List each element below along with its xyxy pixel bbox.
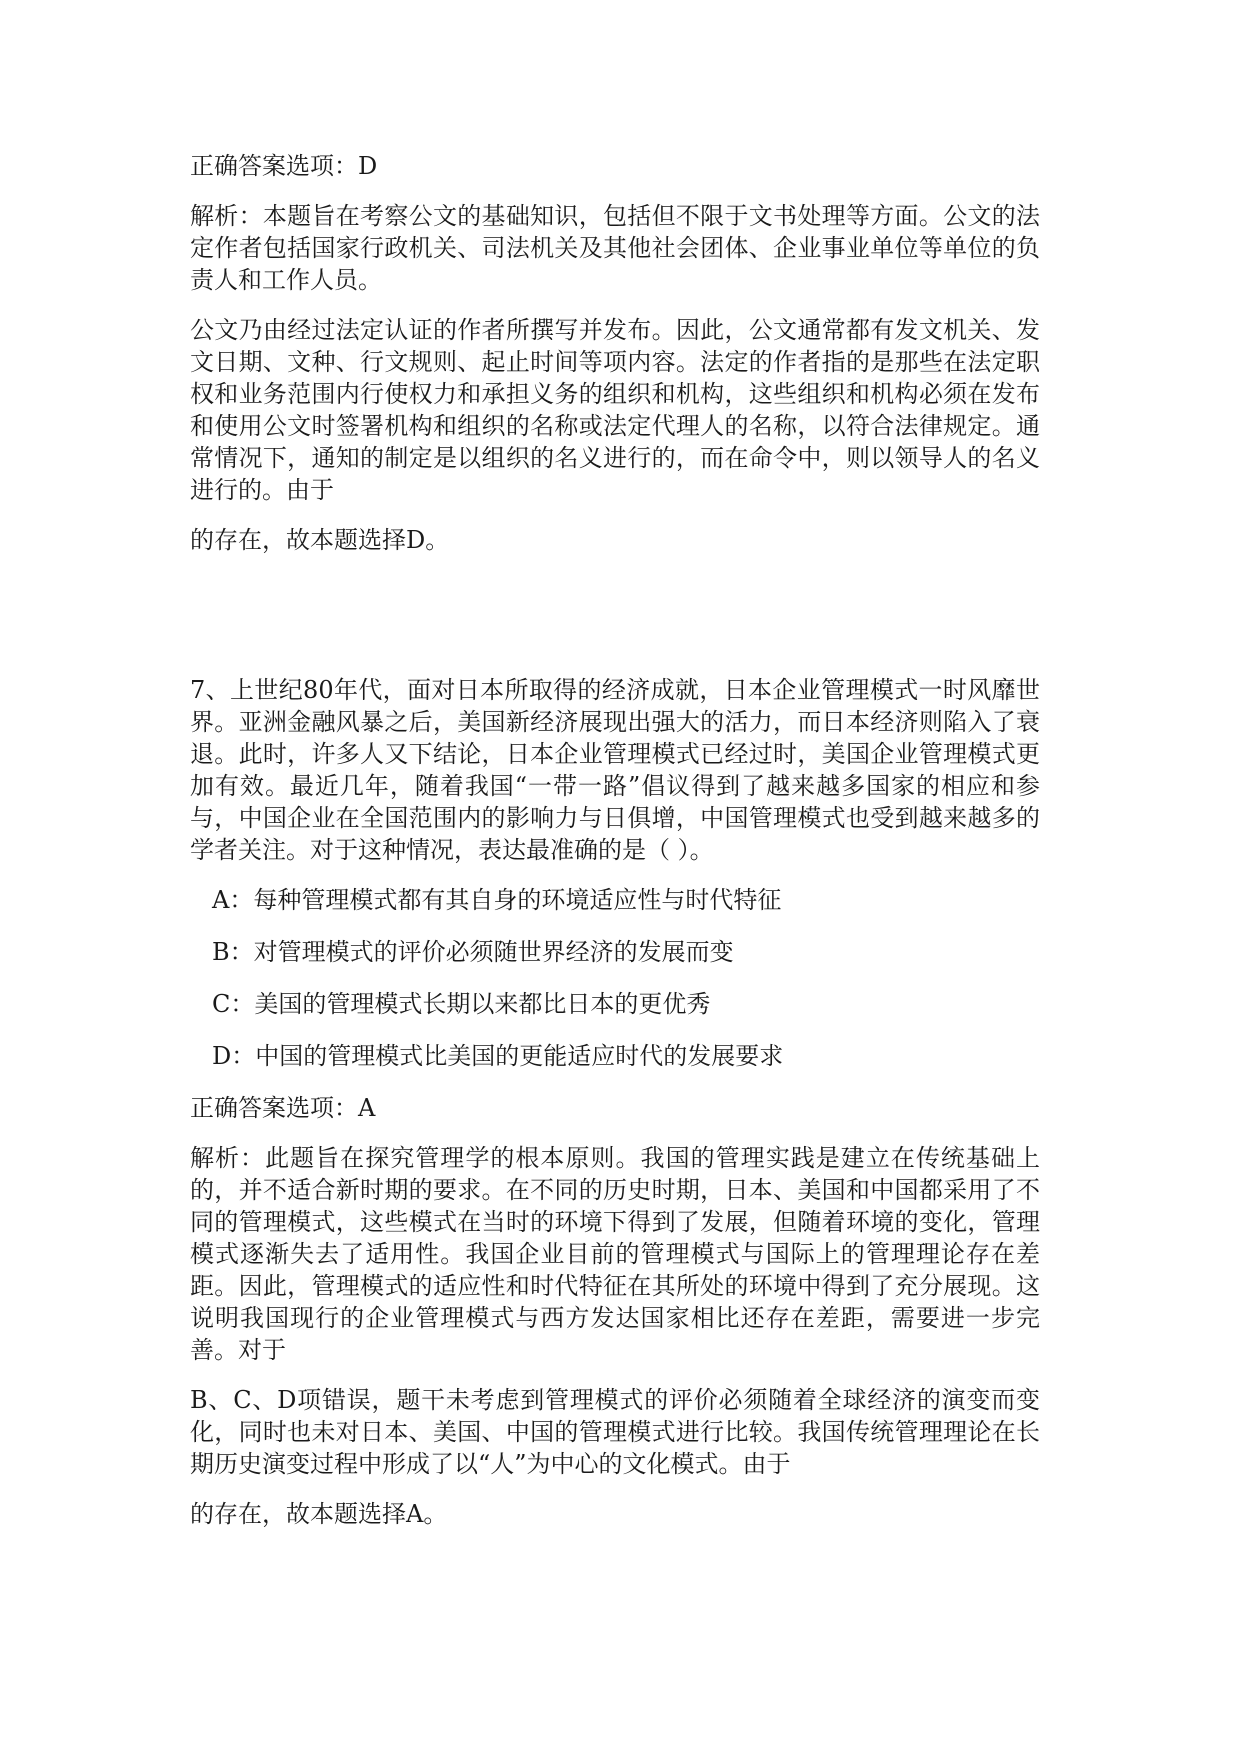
q7-analysis-paragraph-2: B、C、D项错误，题干未考虑到管理模式的评价必须随着全球经济的演变而变化，同时也未对日本、美国、中国的管理模式进行比较。我国传统管理理论在长期历史演变过程中形成了以“人”为中心的文化模式。由于: [190, 1386, 1040, 1478]
section-gap: [190, 574, 1040, 674]
option-b: B：对管理模式的评价必须随世界经济的发展而变: [212, 938, 734, 966]
question-stem: 7、上世纪80年代，面对日本所取得的经济成就，日本企业管理模式一时风靡世界。亚洲金融风暴之后，美国新经济展现出强大的活力，而日本经济则陷入了衰退。此时，许多人又下结论，日本企业管理模式已经过时，美国企业管理模式更加有效。最近几年，随着我国“一带一路”倡议得到了越来越多国家的相应和参与，中国企业在全国范围内的影响力与日俱增，中国管理模式也受到越来越多的学者关注。对于这种情况，表达最准确的是（ ）。: [190, 676, 1040, 864]
analysis-paragraph-1: 解析：本题旨在考察公文的基础知识，包括但不限于文书处理等方面。公文的法定作者包括国家行政机关、司法机关及其他社会团体、企业事业单位等单位的负责人和工作人员。: [190, 202, 1040, 294]
analysis-paragraph-2: 公文乃由经过法定认证的作者所撰写并发布。因此，公文通常都有发文机关、发文日期、文种、行文规则、起止时间等项内容。法定的作者指的是那些在法定职权和业务范围内行使权力和承担义务的组织和机构，这些组织和机构必须在发布和使用公文时签署机构和组织的名称或法定代理人的名称，以符合法律规定。通常情况下，通知的制定是以组织的名义进行的，而在命令中，则以领导人的名义进行的。由于: [190, 316, 1040, 504]
analysis-paragraph-3: 的存在，故本题选择D。: [190, 526, 450, 554]
option-d: D：中国的管理模式比美国的更能适应时代的发展要求: [212, 1042, 784, 1070]
correct-answer-q7: 正确答案选项：A: [190, 1094, 376, 1122]
q7-analysis-paragraph-1: 解析：此题旨在探究管理学的根本原则。我国的管理实践是建立在传统基础上的，并不适合新时期的要求。在不同的历史时期，日本、美国和中国都采用了不同的管理模式，这些模式在当时的环境下得到了发展，但随着环境的变化，管理模式逐渐失去了适用性。我国企业目前的管理模式与国际上的管理理论存在差距。因此，管理模式的适应性和时代特征在其所处的环境中得到了充分展现。这说明我国现行的企业管理模式与西方发达国家相比还存在差距，需要进一步完善。对于: [190, 1144, 1040, 1364]
options-list: [190, 884, 1040, 1072]
option-a: A：每种管理模式都有其自身的环境适应性与时代特征: [212, 886, 782, 914]
correct-answer-q6: 正确答案选项：D: [190, 152, 378, 180]
option-c: C：美国的管理模式长期以来都比日本的更优秀: [212, 990, 711, 1018]
page-content: [190, 150, 1040, 1548]
q7-analysis-paragraph-3: 的存在，故本题选择A。: [190, 1500, 448, 1528]
